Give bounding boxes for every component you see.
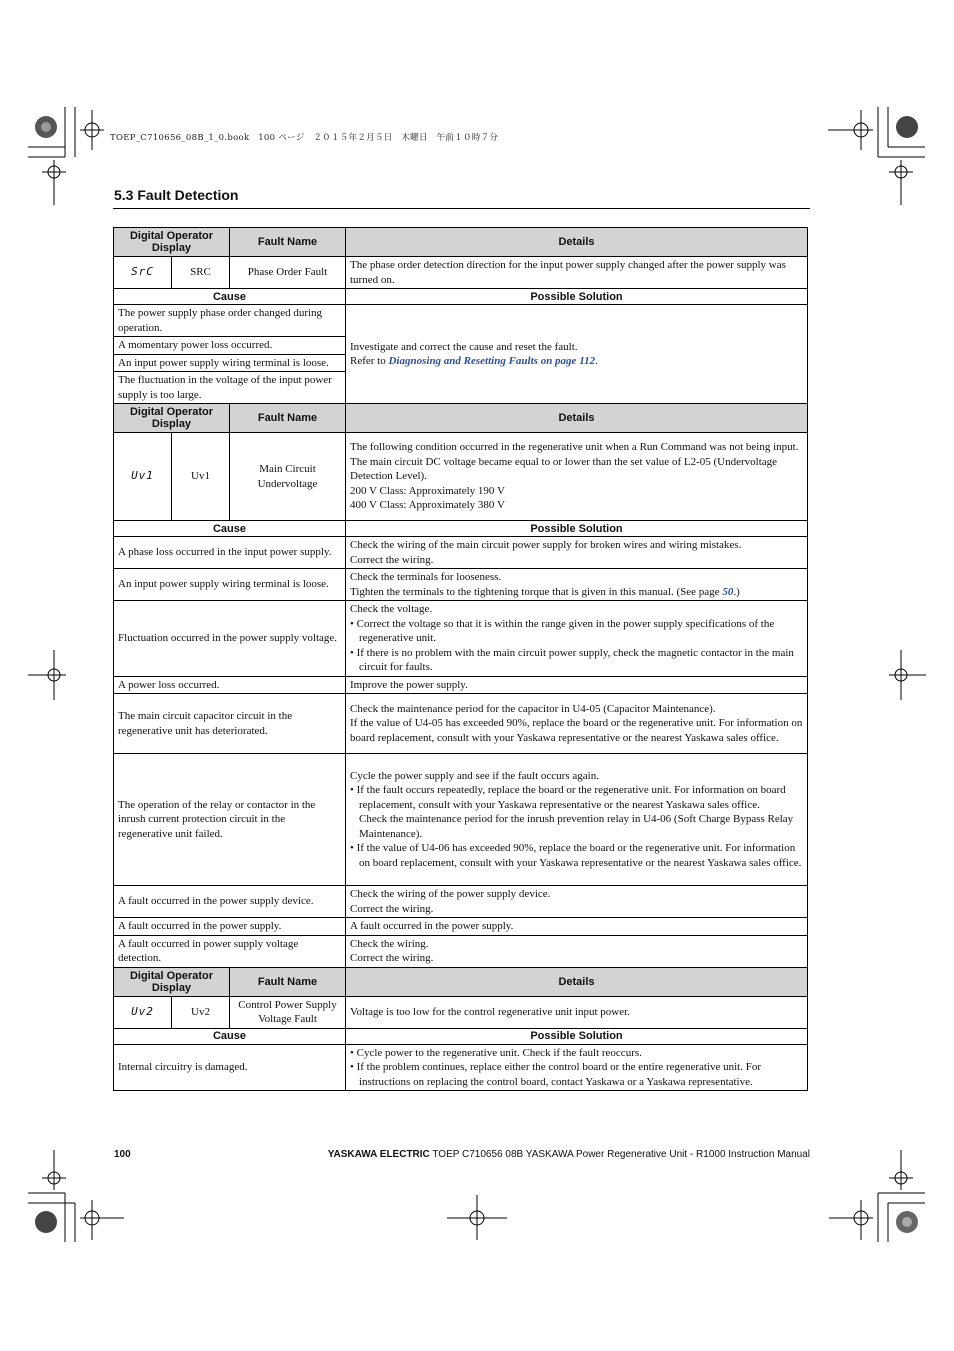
- uv1-solution: Improve the power supply.: [346, 676, 808, 694]
- section-rule: [113, 208, 810, 209]
- uv1-details: [346, 433, 808, 521]
- src-operator-display: SrC: [114, 257, 172, 289]
- solution-line: Check the voltage.: [350, 603, 433, 615]
- page-number: 100: [114, 1149, 131, 1160]
- header-cause: Cause: [114, 521, 346, 537]
- header-details: Details: [346, 404, 808, 433]
- src-code: SRC: [172, 257, 230, 289]
- uv2-operator-display: Uv2: [114, 996, 172, 1028]
- uv1-details-line: The main circuit DC voltage became equal to or lower than the set value of L2-05 (Undervoltage Detection Level).: [350, 455, 778, 483]
- solution-line: Check the wiring.: [350, 937, 429, 950]
- solution-line: Check the wiring of the power supply device.: [350, 888, 551, 900]
- fault-table: [113, 227, 808, 1091]
- header-display: Digital Operator Display: [114, 228, 230, 257]
- uv1-cause: A phase loss occurred in the input power supply.: [114, 537, 346, 569]
- header-solution: Possible Solution: [346, 289, 808, 305]
- uv1-solution: [346, 886, 808, 918]
- uv1-cause: The main circuit capacitor circuit in the regenerative unit has deteriorated.: [114, 694, 346, 754]
- src-fault-name: Phase Order Fault: [230, 257, 346, 289]
- solution-bullet: • If the fault occurs repeatedly, replace the board or the regenerative unit. For information on board replacement, consult with your Yaskawa representative or the nearest Yaskawa sales office.: [350, 784, 786, 811]
- solution-line: Check the wiring of the main circuit power supply for broken wires and wiring mistakes.: [350, 539, 742, 551]
- src-details: The phase order detection direction for the input power supply changed after the power supply was turned on.: [346, 257, 808, 289]
- src-cause-4: The fluctuation in the voltage of the input power supply is too large.: [114, 372, 346, 404]
- uv1-solution: [346, 694, 808, 754]
- header-cause: Cause: [114, 1028, 346, 1044]
- header-details: Details: [346, 967, 808, 996]
- uv1-details-line: The following condition occurred in the regenerative unit when a Run Command was not being input.: [350, 441, 799, 454]
- header-solution: Possible Solution: [346, 1028, 808, 1044]
- uv1-solution: A fault occurred in the power supply.: [346, 918, 808, 936]
- solution-line: Correct the wiring.: [350, 952, 434, 964]
- uv1-operator-display: Uv1: [114, 433, 172, 521]
- uv1-details-line: 400 V Class: Approximately 380 V: [350, 499, 505, 512]
- uv1-solution: [346, 754, 808, 886]
- uv1-cause: A fault occurred in power supply voltage detection.: [114, 935, 346, 967]
- src-solution-link[interactable]: Diagnosing and Resetting Faults on page 112: [388, 355, 596, 367]
- uv1-details-line: 200 V Class: Approximately 190 V: [350, 484, 505, 497]
- footer-doc: TOEP C710656 08B YASKAWA Power Regenerative Unit - R1000 Instruction Manual: [429, 1149, 810, 1160]
- src-solution-line2-suffix: .: [595, 355, 598, 367]
- solution-line: Correct the wiring.: [350, 553, 434, 566]
- solution-bullet: • Correct the voltage so that it is within the range given in the power supply specifications of the regenerative unit.: [350, 617, 775, 644]
- footer-brand: YASKAWA ELECTRIC: [327, 1149, 430, 1160]
- uv1-solution: [346, 569, 808, 601]
- uv1-cause: A fault occurred in the power supply.: [114, 918, 346, 936]
- header-fault-name: Fault Name: [230, 228, 346, 257]
- header-details: Details: [346, 228, 808, 257]
- uv1-solution: [346, 537, 808, 569]
- src-solution-line1: Investigate and correct the cause and reset the fault.: [350, 340, 578, 353]
- uv1-cause: A fault occurred in the power supply device.: [114, 886, 346, 918]
- header-display: Digital Operator Display: [114, 404, 230, 433]
- src-cause-3: An input power supply wiring terminal is loose.: [114, 354, 346, 372]
- uv2-fault-name: Control Power Supply Voltage Fault: [230, 996, 346, 1028]
- solution-bullet: • If the problem continues, replace either the control board or the entire regenerative unit. For instructions on replacing the control board, contact Yaskawa or a Yaskawa representative.: [350, 1061, 762, 1088]
- solution-line: Correct the wiring.: [350, 902, 434, 915]
- header-cause: Cause: [114, 289, 346, 305]
- section-title: 5.3 Fault Detection: [114, 187, 239, 203]
- uv2-solution: [346, 1044, 808, 1091]
- solution-bullet-continuation: Check the maintenance period for the inrush prevention relay in U4-06 (Soft Charge Bypass Relay Maintenance).: [359, 813, 794, 840]
- uv2-cause: Internal circuitry is damaged.: [114, 1044, 346, 1091]
- header-fault-name: Fault Name: [230, 967, 346, 996]
- uv1-cause: Fluctuation occurred in the power supply voltage.: [114, 601, 346, 677]
- solution-line: Check the maintenance period for the capacitor in U4-05 (Capacitor Maintenance).: [350, 702, 716, 715]
- uv1-code: Uv1: [172, 433, 230, 521]
- header-display: Digital Operator Display: [114, 967, 230, 996]
- solution-line: Tighten the terminals to the tightening torque that is given in this manual. (See page: [350, 585, 723, 598]
- solution-bullet: • Cycle power to the regenerative unit. Check if the fault reoccurs.: [350, 1046, 642, 1059]
- src-solution-line2-prefix: Refer to: [350, 355, 389, 367]
- solution-line: Cycle the power supply and see if the fault occurs again.: [350, 769, 599, 782]
- solution-bullet: • If there is no problem with the main circuit power supply, check the magnetic contactor in the main circuit for faults.: [350, 646, 794, 673]
- solution-line: Check the terminals for looseness.: [350, 571, 502, 583]
- header-fault-name: Fault Name: [230, 404, 346, 433]
- uv2-code: Uv2: [172, 996, 230, 1028]
- uv2-details: Voltage is too low for the control regenerative unit input power.: [346, 996, 808, 1028]
- header-solution: Possible Solution: [346, 521, 808, 537]
- footer-title: [328, 1149, 810, 1160]
- solution-bullet: • If the value of U4-06 has exceeded 90%, replace the board or the regenerative unit. For information on board replacement, consult with your Yaskawa representative or the nearest Yaskawa sales office.: [350, 842, 802, 869]
- src-cause-2: A momentary power loss occurred.: [114, 337, 346, 355]
- print-registration-line: TOEP_C710656_08B_1_0.book 100 ページ ２０１５年２月５日 木曜日 午前１０時７分: [110, 133, 499, 143]
- uv1-cause: The operation of the relay or contactor in the inrush current protection circuit in the regenerative unit failed.: [114, 754, 346, 886]
- uv1-solution: [346, 601, 808, 677]
- src-solution: [346, 305, 808, 404]
- solution-line: If the value of U4-05 has exceeded 90%, replace the board or the regenerative unit. For information on board replacement, consult with your Yaskawa representative or the nearest Yaskawa sales office.: [350, 717, 803, 744]
- src-cause-1: The power supply phase order changed during operation.: [114, 305, 346, 337]
- solution-line-suffix: .): [733, 585, 740, 598]
- uv1-fault-name: Main Circuit Undervoltage: [230, 433, 346, 521]
- uv1-solution: [346, 935, 808, 967]
- page-50-link[interactable]: 50: [722, 585, 734, 598]
- uv1-cause: A power loss occurred.: [114, 676, 346, 694]
- uv1-cause: An input power supply wiring terminal is loose.: [114, 569, 346, 601]
